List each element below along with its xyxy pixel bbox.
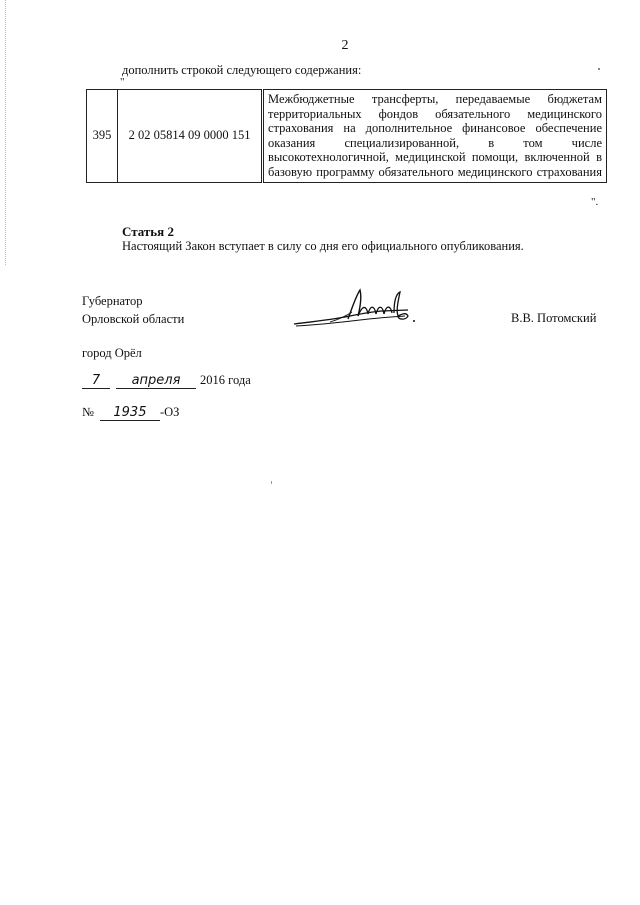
number-suffix: -ОЗ xyxy=(159,405,180,419)
date-month: апреля xyxy=(116,373,196,389)
intro-text: дополнить строкой следующего содержания: xyxy=(122,63,362,77)
date-line xyxy=(82,373,251,389)
admin-code-cell: 395 xyxy=(87,90,118,183)
handwritten-signature xyxy=(290,286,425,336)
article-title: Статья 2 xyxy=(122,224,174,239)
governor-title-line: Губернатор xyxy=(82,294,143,308)
inserted-row-table xyxy=(86,89,607,183)
table-row xyxy=(87,90,607,183)
scan-mark xyxy=(271,481,272,484)
date-day: 7 xyxy=(82,373,110,389)
governor-region-line: Орловской области xyxy=(82,312,185,326)
number-prefix: № xyxy=(82,405,94,419)
law-number: 1935 xyxy=(100,405,160,421)
opening-quote: " xyxy=(120,76,125,88)
article-text: Настоящий Закон вступает в силу со дня его официального опубликования. xyxy=(122,239,524,253)
date-year: 2016 года xyxy=(200,373,251,387)
page-number: 2 xyxy=(341,38,349,53)
closing-quote: ". xyxy=(591,196,599,208)
scan-mark xyxy=(598,68,600,70)
revenue-name-cell: Межбюджетные трансферты, передаваемые бюджетам территориальных фондов обязательного медицинского страхования на дополнительное финансовое обеспечение оказания специализированной, в том числе высокотехнологичной, медицинской помощи, включенной в базовую программу обязательного медицинского страхования xyxy=(263,90,607,183)
city-line: город Орёл xyxy=(82,346,142,360)
governor-title xyxy=(82,292,184,328)
governor-name: В.В. Потомский xyxy=(511,311,597,325)
budget-code-cell: 2 02 05814 09 0000 151 xyxy=(118,90,263,183)
law-number-line xyxy=(82,405,179,421)
